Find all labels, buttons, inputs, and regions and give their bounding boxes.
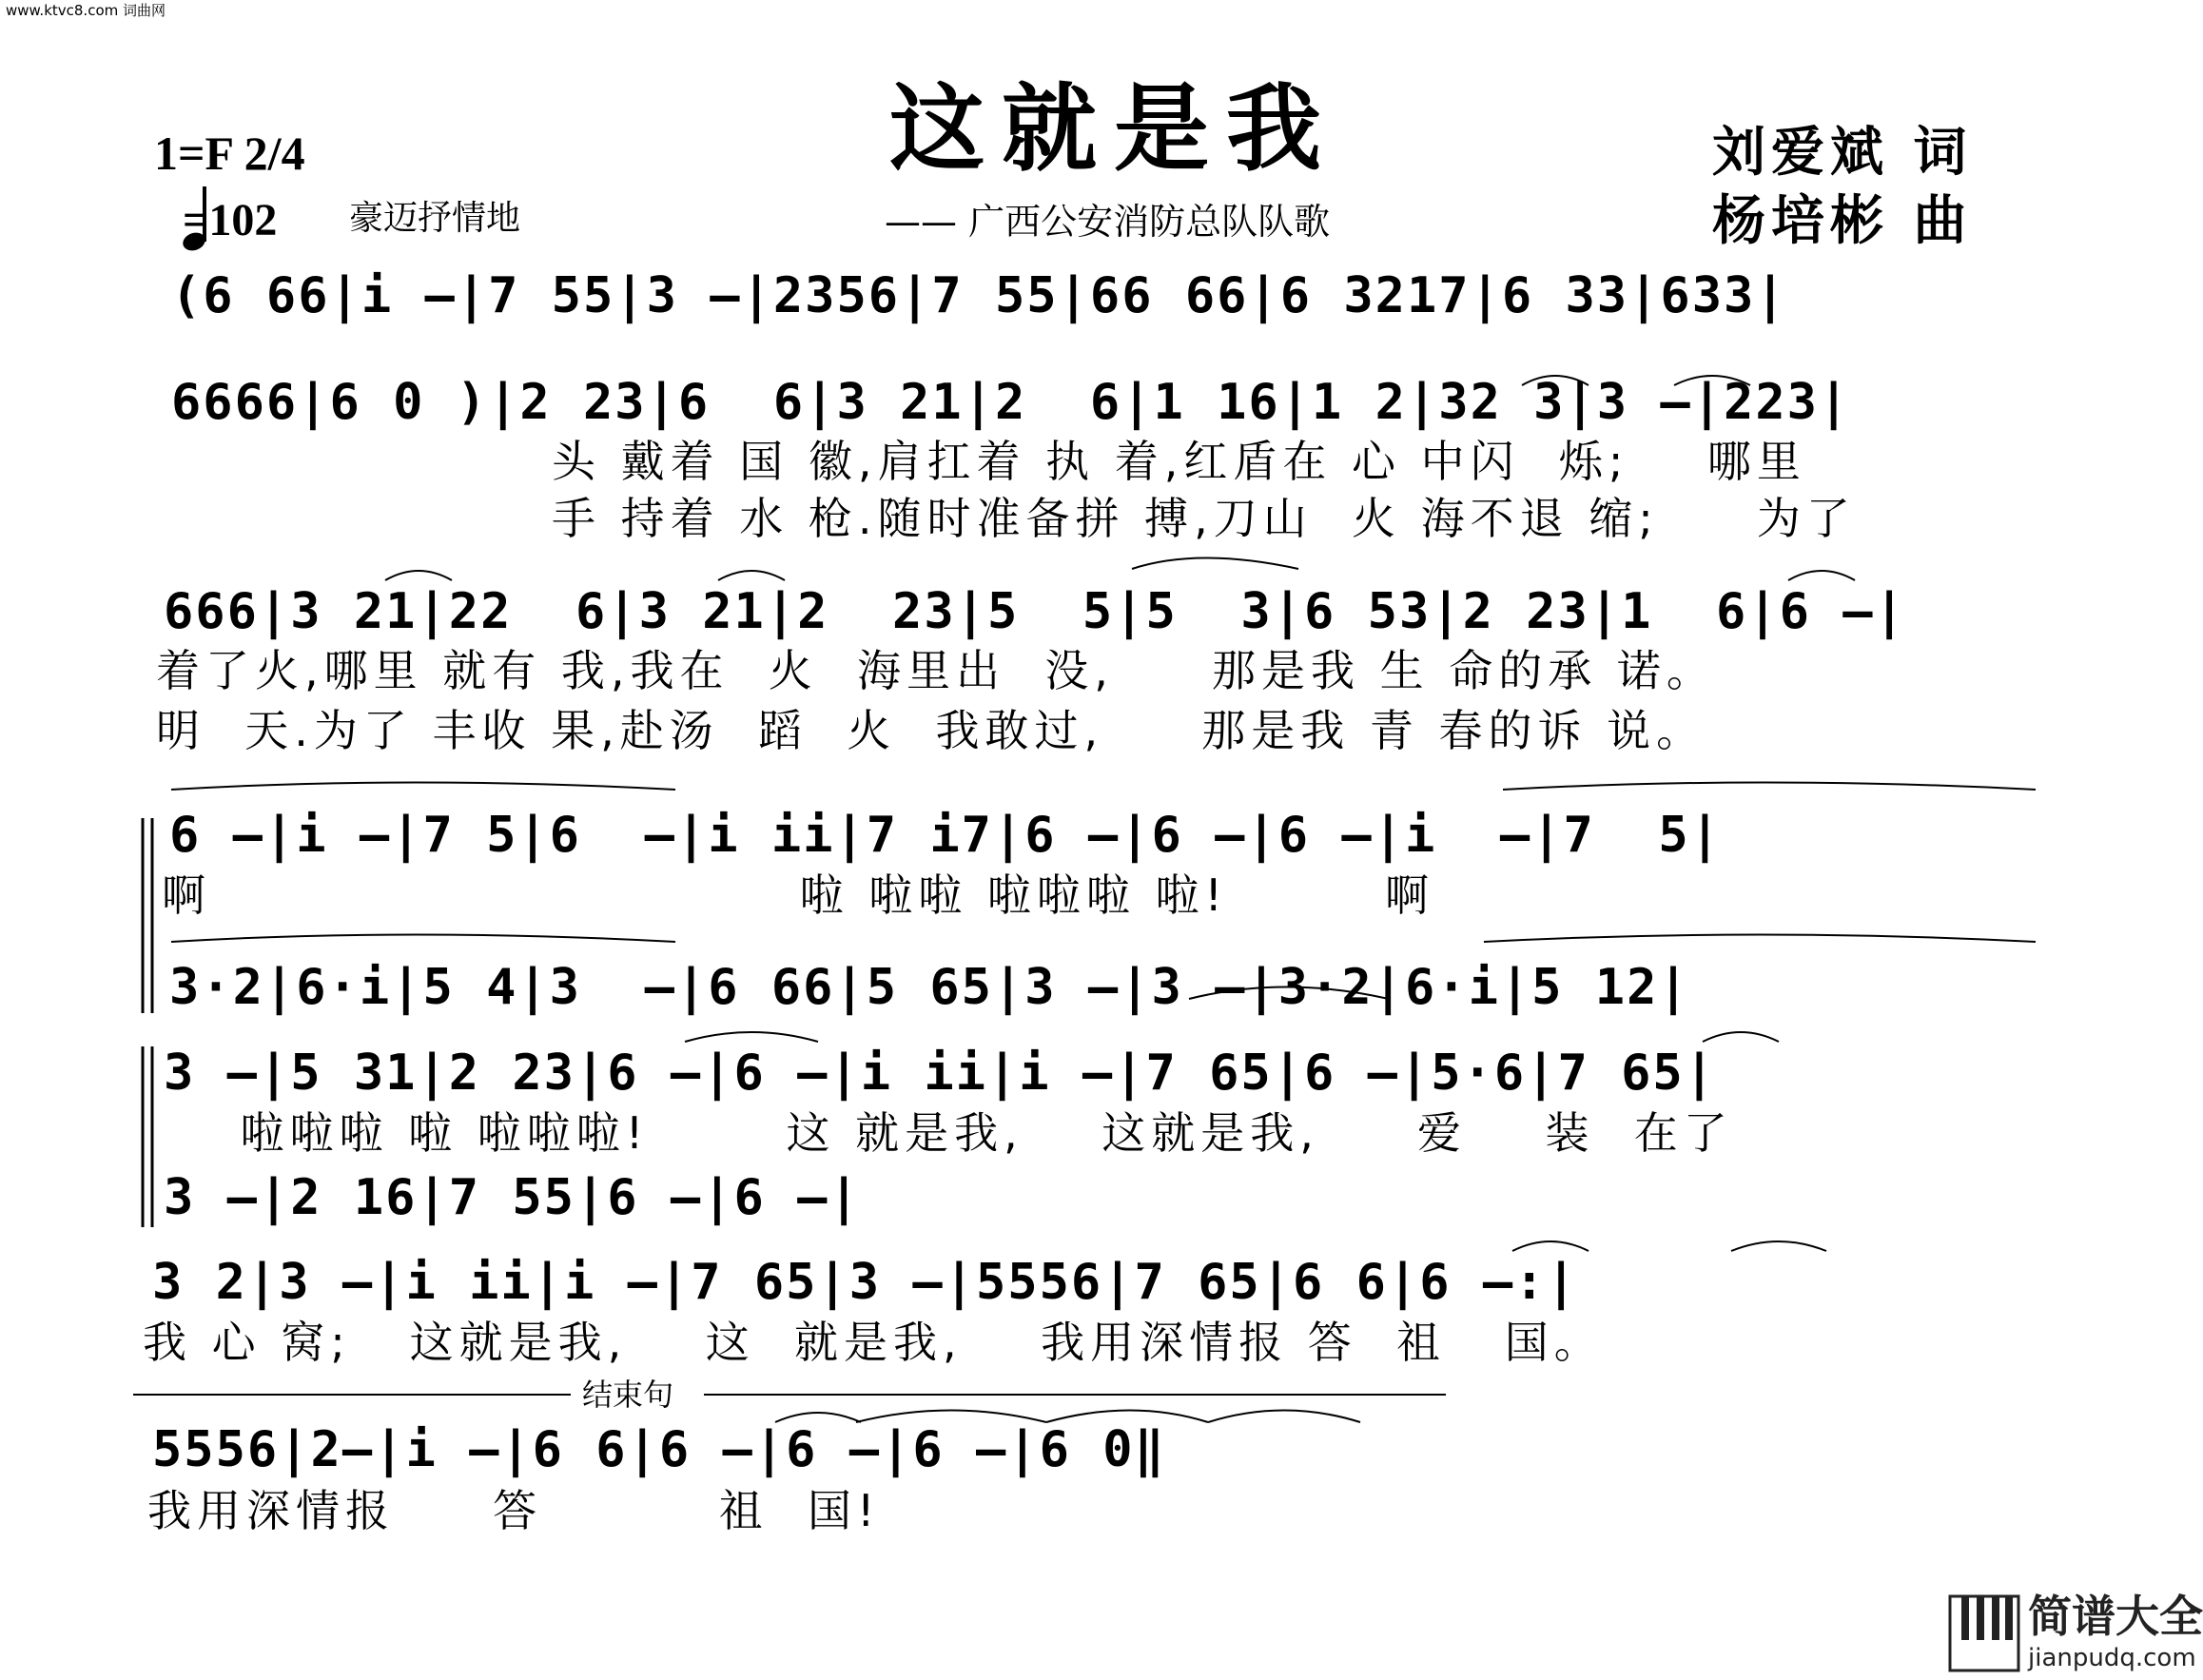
- tempo-marking: 豪迈抒情地: [349, 199, 521, 238]
- score-line-9-lyric-1: 我用深情报 答 祖 国!: [147, 1485, 881, 1536]
- score-line-8-notes: 3 2|3 —|i ii|i —|7 65|3 —|5556|7 65|6 6|6 —:|: [152, 1254, 1578, 1311]
- score-line-7-notes: 3 —|2 16|7 55|6 —|6 —|: [164, 1169, 861, 1226]
- ending-label: 结束句: [582, 1377, 674, 1413]
- logo-name: 简谱大全: [2028, 1591, 2203, 1642]
- score-line-4-lyric-1: 啊 啦 啦啦 啦啦啦 啦! 啊: [162, 869, 1434, 921]
- logo-url: jianpudq.com: [2028, 1644, 2196, 1672]
- composer-credit: 杨培彬 曲: [1712, 190, 1973, 252]
- score-line-3-notes: 666|3 21|22 6|3 21|2 23|5 5|5 3|6 53|2 23|1 6|6 —|: [164, 583, 1906, 640]
- score-line-2-lyric-1: 头 戴着 国 徽,肩扛着 执 着,红盾在 心 中闪 烁; 哪里: [552, 436, 1806, 487]
- score-line-5-notes: 3·2|6·i|5 4|3 —|6 66|5 65|3 —|3 —|3·2|6·i|5 12|: [169, 959, 1690, 1016]
- score-line-3-lyric-1: 着了火,哪里 就有 我,我在 火 海里出 没, 那是我 生 命的承 诺。: [156, 645, 1716, 696]
- score-line-4-notes: 6 —|i —|7 5|6 —|i ii|7 i7|6 —|6 —|6 —|i —|7 5|: [169, 807, 1723, 864]
- key-signature: 1=F 2/4: [154, 127, 305, 180]
- lyricist-credit: 刘爱斌 词: [1712, 122, 1973, 184]
- score-line-2-lyric-2: 手 持着 水 枪.随时准备拼 搏,刀山 火 海不退 缩; 为了: [552, 493, 1856, 544]
- score-line-6-lyric-1: 啦啦啦 啦 啦啦啦! 这 就是我, 这就是我, 爱 装 在了: [162, 1107, 1733, 1159]
- score-line-2-notes: 6666|6 0 )|2 23|6 6|3 21|2 6|1 16|1 2|32 3|3 —|223|: [171, 374, 1851, 431]
- score-line-6-notes: 3 —|5 31|2 23|6 —|6 —|i ii|i —|7 65|6 —|5·6|7 65|: [164, 1045, 1717, 1102]
- score-line-3-lyric-2: 明 天.为了 丰收 果,赴汤 蹈 火 我敢过, 那是我 青 春的诉 说。: [156, 705, 1706, 756]
- song-title: 这就是我: [889, 72, 1338, 185]
- score-line-1-notes: (6 66|i —|7 55|3 —|2356|7 55|66 66|6 3217|6 33|633|: [171, 267, 1787, 324]
- tempo-value: =102: [183, 195, 278, 245]
- score-line-9-notes: 5556|2—|i —|6 6|6 —|6 —|6 —|6 0‖: [152, 1421, 1166, 1478]
- song-subtitle: —— 广西公安消防总队队歌: [885, 201, 1331, 243]
- score-line-8-lyric-1: 我 心 窝; 这就是我, 这 就是我, 我用深情报 答 祖 国。: [143, 1317, 1604, 1368]
- site-watermark: www.ktvc8.com 词曲网: [6, 2, 166, 19]
